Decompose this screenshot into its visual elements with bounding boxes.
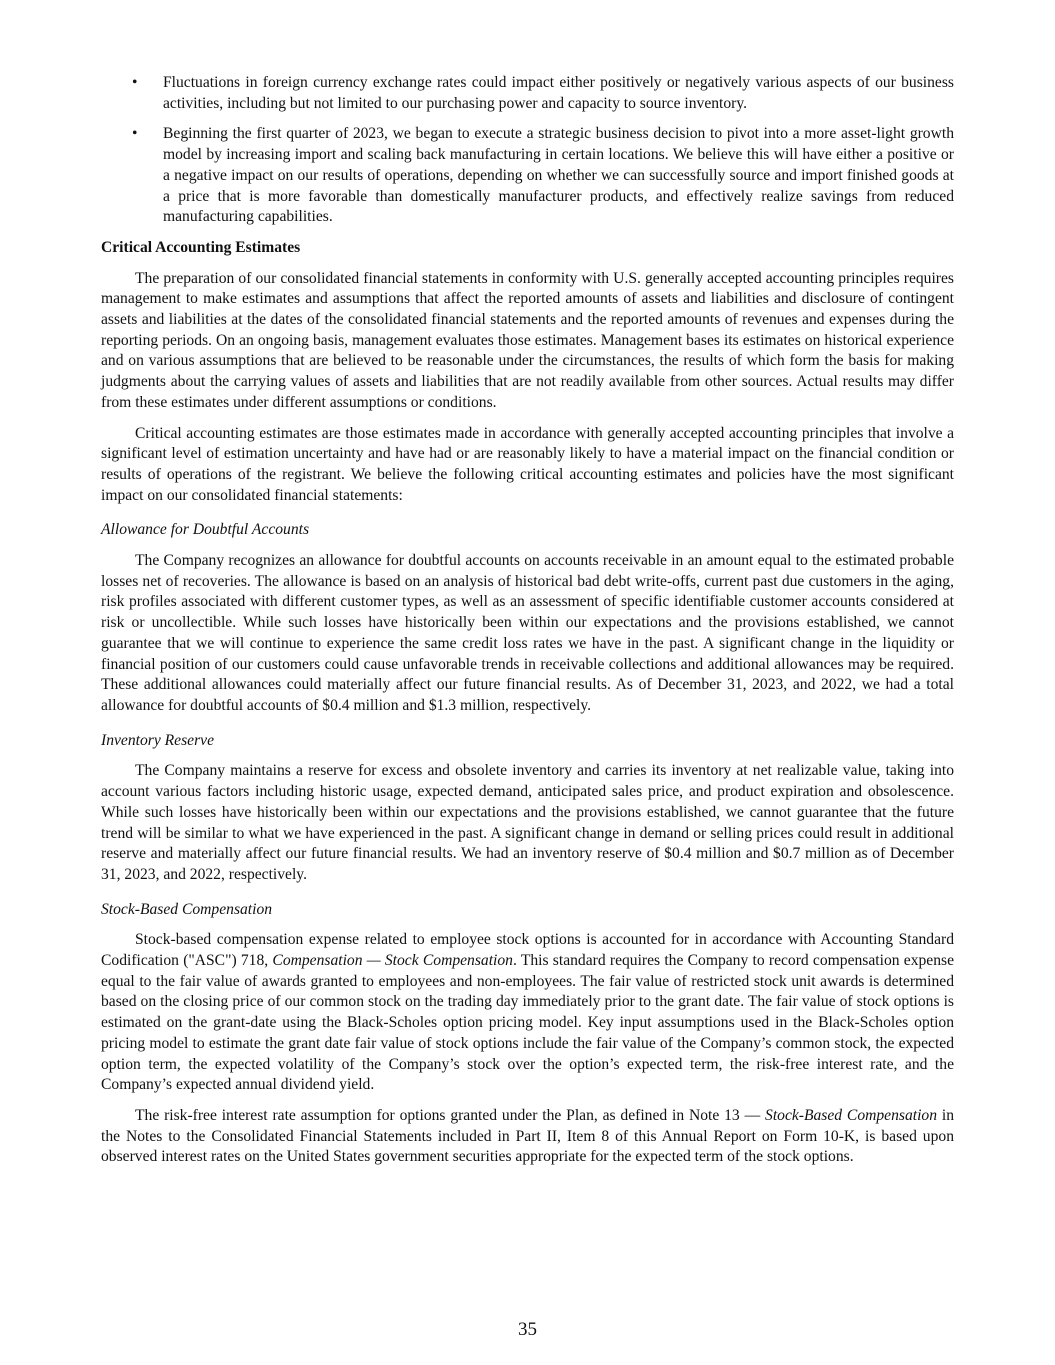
stock-p2-text-a: The risk-free interest rate assumption for options granted under the Plan, as defined in Note 13 —	[135, 1106, 766, 1124]
bullet-item	[101, 124, 954, 228]
bullet-text: Fluctuations in foreign currency exchange rates could impact either positively or negatively various aspects of our business activities, including but not limited to our purchasing power and capacity to source inventory.	[163, 74, 954, 112]
critical-paragraph-1: The preparation of our consolidated financial statements in conformity with U.S. generally accepted accounting principles requires management to make estimates and assumptions that affect the reported amounts of assets and liabilities and disclosure of contingent assets and liabilities at the dates of the consolidated financial statements and the reported amounts of revenues and expenses during the reporting periods. On an ongoing basis, management evaluates those estimates. Management bases its estimates on historical experience and on various assumptions that are believed to be reasonable under the circumstances, the results of which form the basis for making judgments about the carrying values of assets and liabilities that are not readily available from other sources. Actual results may differ from these estimates under different assumptions or conditions.	[101, 269, 954, 411]
stock-p1-text-b: . This standard requires the Company to record compensation expense equal to the fair value of awards granted to employees and non-employees. The fair value of restricted stock unit awards is determined based on the closing price of our common stock on the trading day immediately prior to the grant date. The fair value of stock options is estimated on the grant-date using the Black-Scholes option pricing model. Key input assumptions used in the Black-Scholes option pricing model to estimate the grant date fair value of stock options include the fair value of the Company’s common stock, the expected option term, the expected volatility of the Company’s stock over the option’s expected term, the risk-free interest rate, and the Company’s expected annual dividend yield.	[101, 952, 955, 1094]
document-body	[101, 73, 954, 1178]
inventory-paragraph: The Company maintains a reserve for excess and obsolete inventory and carries its inventory at net realizable value, taking into account various factors including historic usage, expected demand, anticipated sales price, and product expiration and obsolescence. While such losses have historically been within our expectations and the provisions established, we cannot guarantee that the future trend will be similar to what we have experienced in the past. A significant change in demand or selling prices could result in additional reserve and materially affect our future financial results. We had an inventory reserve of $0.4 million and $0.7 million as of December 31, 2023, and 2022, respectively.	[101, 762, 954, 883]
bullet-item	[101, 73, 954, 114]
page-number: 35	[518, 1319, 537, 1340]
stock-p2-italic: Stock-Based Compensation	[765, 1106, 938, 1124]
stock-heading: Stock-Based Compensation	[101, 900, 273, 918]
stock-p1-text-a: Stock-based compensation expense related to employee stock options is accounted for in accordance with Accounting Standard Codification ("ASC") 718,	[101, 931, 954, 970]
inventory-heading: Inventory Reserve	[101, 731, 214, 749]
critical-estimates-heading: Critical Accounting Estimates	[101, 238, 301, 256]
allowance-heading: Allowance for Doubtful Accounts	[101, 521, 310, 539]
critical-paragraph-2: Critical accounting estimates are those estimates made in accordance with generally accepted accounting principles that involve a significant level of estimation uncertainty and have had or are reasonably likely to have a material impact on the financial condition or results of operations of the registrant. We believe the following critical accounting estimates and policies have the most significant impact on our consolidated financial statements:	[101, 424, 954, 504]
stock-p1-italic: Compensation — Stock Compensation	[272, 952, 513, 970]
stock-paragraph-2	[101, 1106, 954, 1168]
bullet-dot: •	[132, 74, 138, 91]
bullet-dot: •	[132, 125, 138, 143]
bullet-text: Beginning the first quarter of 2023, we began to execute a strategic business decision to pivot into a more asset-light growth model by increasing import and scaling back manufacturing in certain locations. We believe this will have either a positive or a negative impact on our results of operations, depending on whether we can successfully source and import finished goods at a price that is more favorable than domestically manufacturer products, and effectively realize savings from reduced manufacturing capabilities.	[163, 125, 954, 226]
bullet-list	[101, 73, 954, 228]
stock-paragraph-1	[101, 930, 954, 1096]
stock-p2-text-b: in the Notes to the Consolidated Financial Statements included in Part II, Item 8 of this Annual Report on Form 10-K, is based upon observed interest rates on the United States government securities appropriate for the expected term of the stock options.	[101, 1106, 954, 1166]
allowance-paragraph: The Company recognizes an allowance for doubtful accounts on accounts receivable in an amount equal to the estimated probable losses net of recoveries. The allowance is based on an analysis of historical bad debt write-offs, current past due customers in the aging, risk profiles associated with different customer types, as well as an assessment of specific identifiable customer accounts considered at risk or uncollectible. While such losses have historically been within our expectations and the provisions established, we cannot guarantee that we will continue to experience the same credit loss rates we have in the past. A significant change in the liquidity or financial position of our customers could cause unfavorable trends in receivable collections and additional allowances may be required. These additional allowances could materially affect our future financial results. As of December 31, 2023, and 2022, we had a total allowance for doubtful accounts of $0.4 million and $1.3 million, respectively.	[101, 552, 954, 714]
